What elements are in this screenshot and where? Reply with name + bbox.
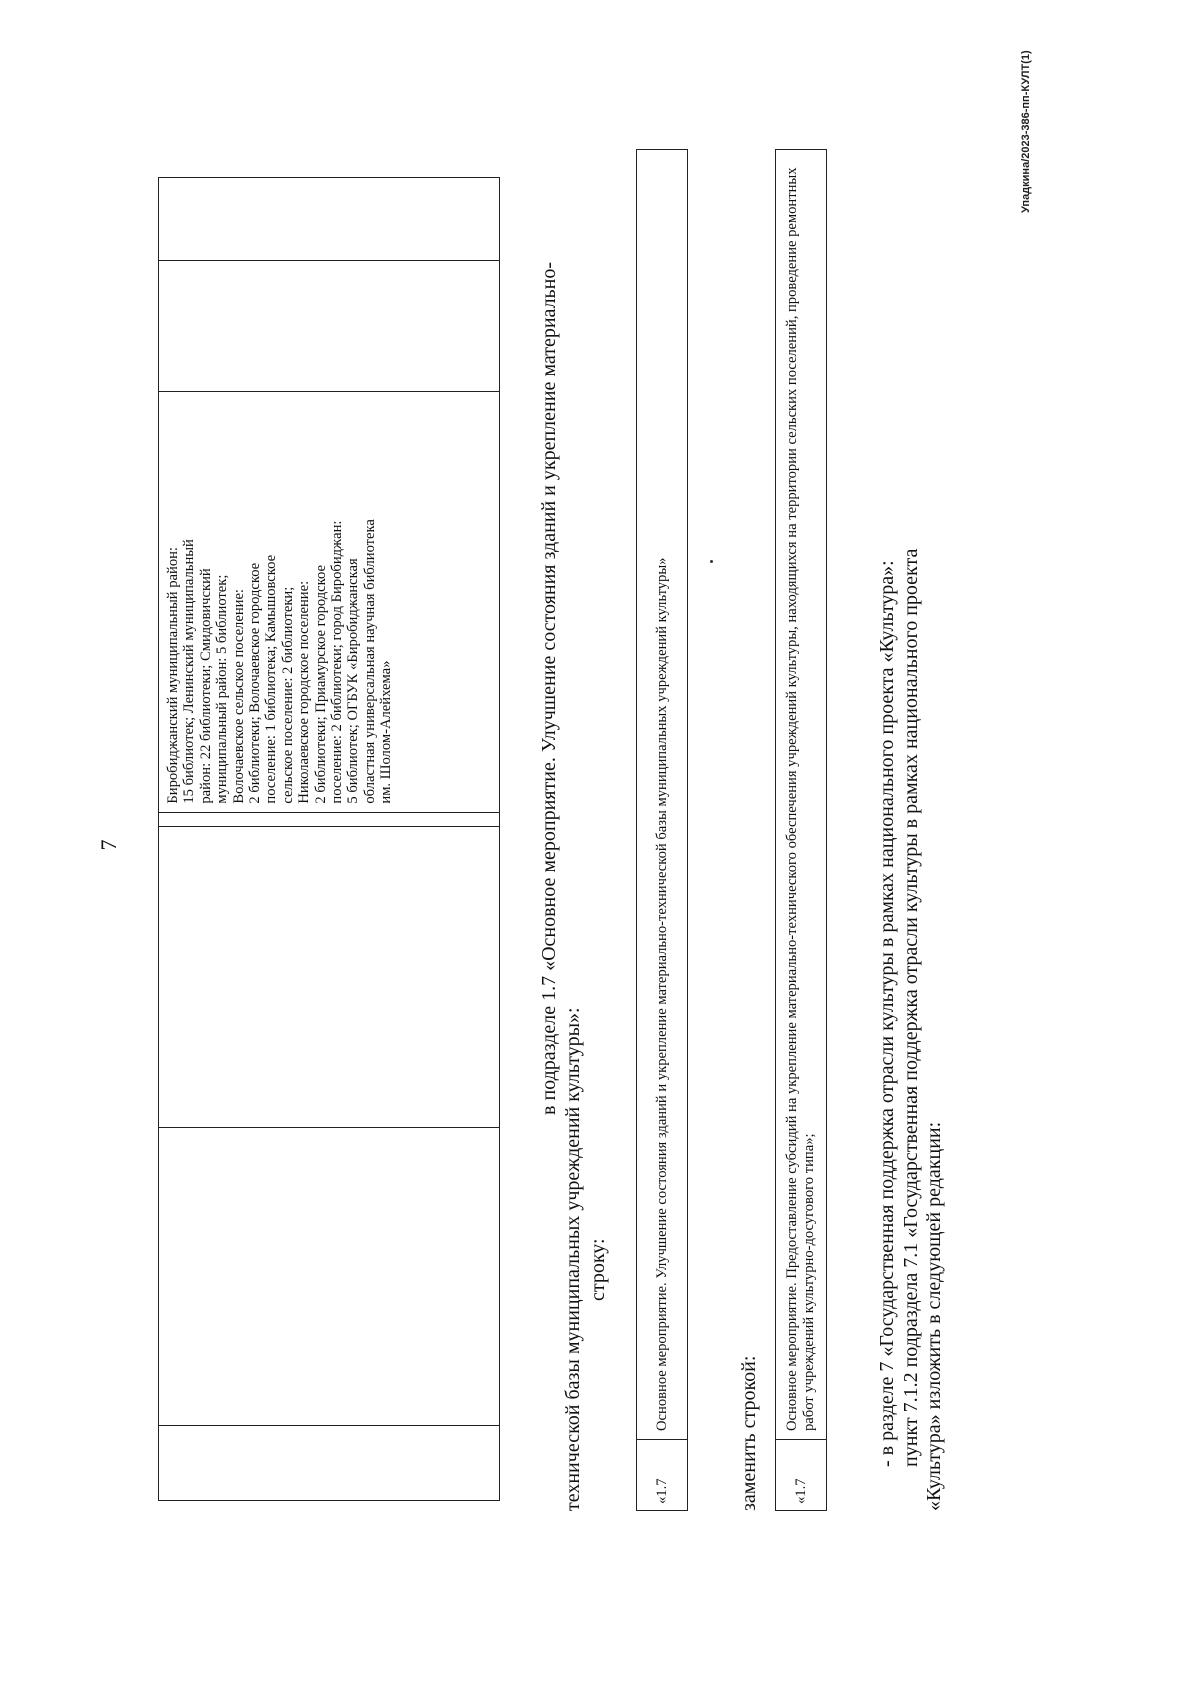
libraries-line: 2 библиотеки; Приамурское городское <box>312 565 329 804</box>
libraries-line: Николаевское городское поселение: <box>296 580 313 804</box>
replace-label: заменить строкой: <box>738 1355 760 1511</box>
libraries-line: им. Шолом-Алейхема» <box>378 660 395 804</box>
new-row-number: «1.7 <box>776 1440 827 1511</box>
intro-line-2: технической базы муниципальных учреждений культуры»: <box>561 1007 584 1511</box>
libraries-line: областная универсальная научная библиотека <box>361 519 378 804</box>
intro-line-1: в подразделе 1.7 «Основное мероприятие. Улучшение состояния зданий и укрепление материально- <box>538 261 560 1115</box>
libraries-line: Биробиджанский муниципальный район: <box>165 547 181 804</box>
libraries-line: Волочаевское сельское поселение: <box>230 589 247 804</box>
intro-paragraph <box>538 149 585 1511</box>
table-row <box>637 150 688 1511</box>
libraries-line: район: 22 библиотеки; Смидовичский <box>197 568 214 804</box>
old-row-table <box>636 149 688 1511</box>
new-row-text: Основное мероприятие. Предоставление субсидий на укрепление материально-технического обеспечения учреждений культуры, находящихся на территории сельских поселений, проведение ремонтных работ учреждений культурно-досугового типа»; <box>776 150 827 1440</box>
scan-speck <box>710 560 713 563</box>
string-label: строку: <box>587 1238 609 1301</box>
new-row-table <box>775 149 827 1511</box>
old-row-number: «1.7 <box>637 1440 688 1511</box>
libraries-cell <box>159 391 500 812</box>
section7-line-3: «Культура» изложить в следующей редакции: <box>923 1121 945 1511</box>
page-number: 7 <box>96 839 121 851</box>
libraries-line: 5 библиотек; ОГБУК «Биробиджанская <box>345 558 362 804</box>
continuation-table <box>158 177 500 1501</box>
table-row <box>159 178 500 1501</box>
section7-paragraph <box>876 111 947 1511</box>
document-code: Упадкина/2023-386-пп-КУЛТ(1) <box>1020 50 1032 213</box>
libraries-line: поселение: 2 библиотеки; город Биробиджан: <box>329 520 346 804</box>
table-cell-empty <box>159 827 500 1127</box>
libraries-line: 2 библиотеки; Волочаевское городское <box>247 562 264 804</box>
table-row <box>776 150 827 1511</box>
libraries-line: поселение: 1 библиотека; Камышовское <box>263 554 280 804</box>
table-cell-empty <box>159 178 500 261</box>
section7-line-1: - в разделе 7 «Государственная поддержка отрасли культуры в рамках национального проекта «Культура»: <box>876 560 898 1467</box>
section7-line-2: пункт 7.1.2 подраздела 7.1 «Государственная поддержка отрасли культуры в рамках национального проекта <box>899 548 922 1467</box>
table-cell-empty <box>159 1127 500 1425</box>
libraries-line: сельское поселение: 2 библиотеки; <box>279 586 296 804</box>
old-row-text: Основное мероприятие. Улучшение состояния зданий и укрепление материально-технической базы муниципальных учреждений культуры» <box>637 150 688 1440</box>
table-cell-empty <box>159 812 500 827</box>
table-cell-empty <box>159 1426 500 1501</box>
libraries-line: муниципальный район: 5 библиотек; <box>214 574 231 804</box>
table-cell-empty <box>159 260 500 391</box>
libraries-line: 15 библиотек; Ленинский муниципальный <box>181 539 198 804</box>
